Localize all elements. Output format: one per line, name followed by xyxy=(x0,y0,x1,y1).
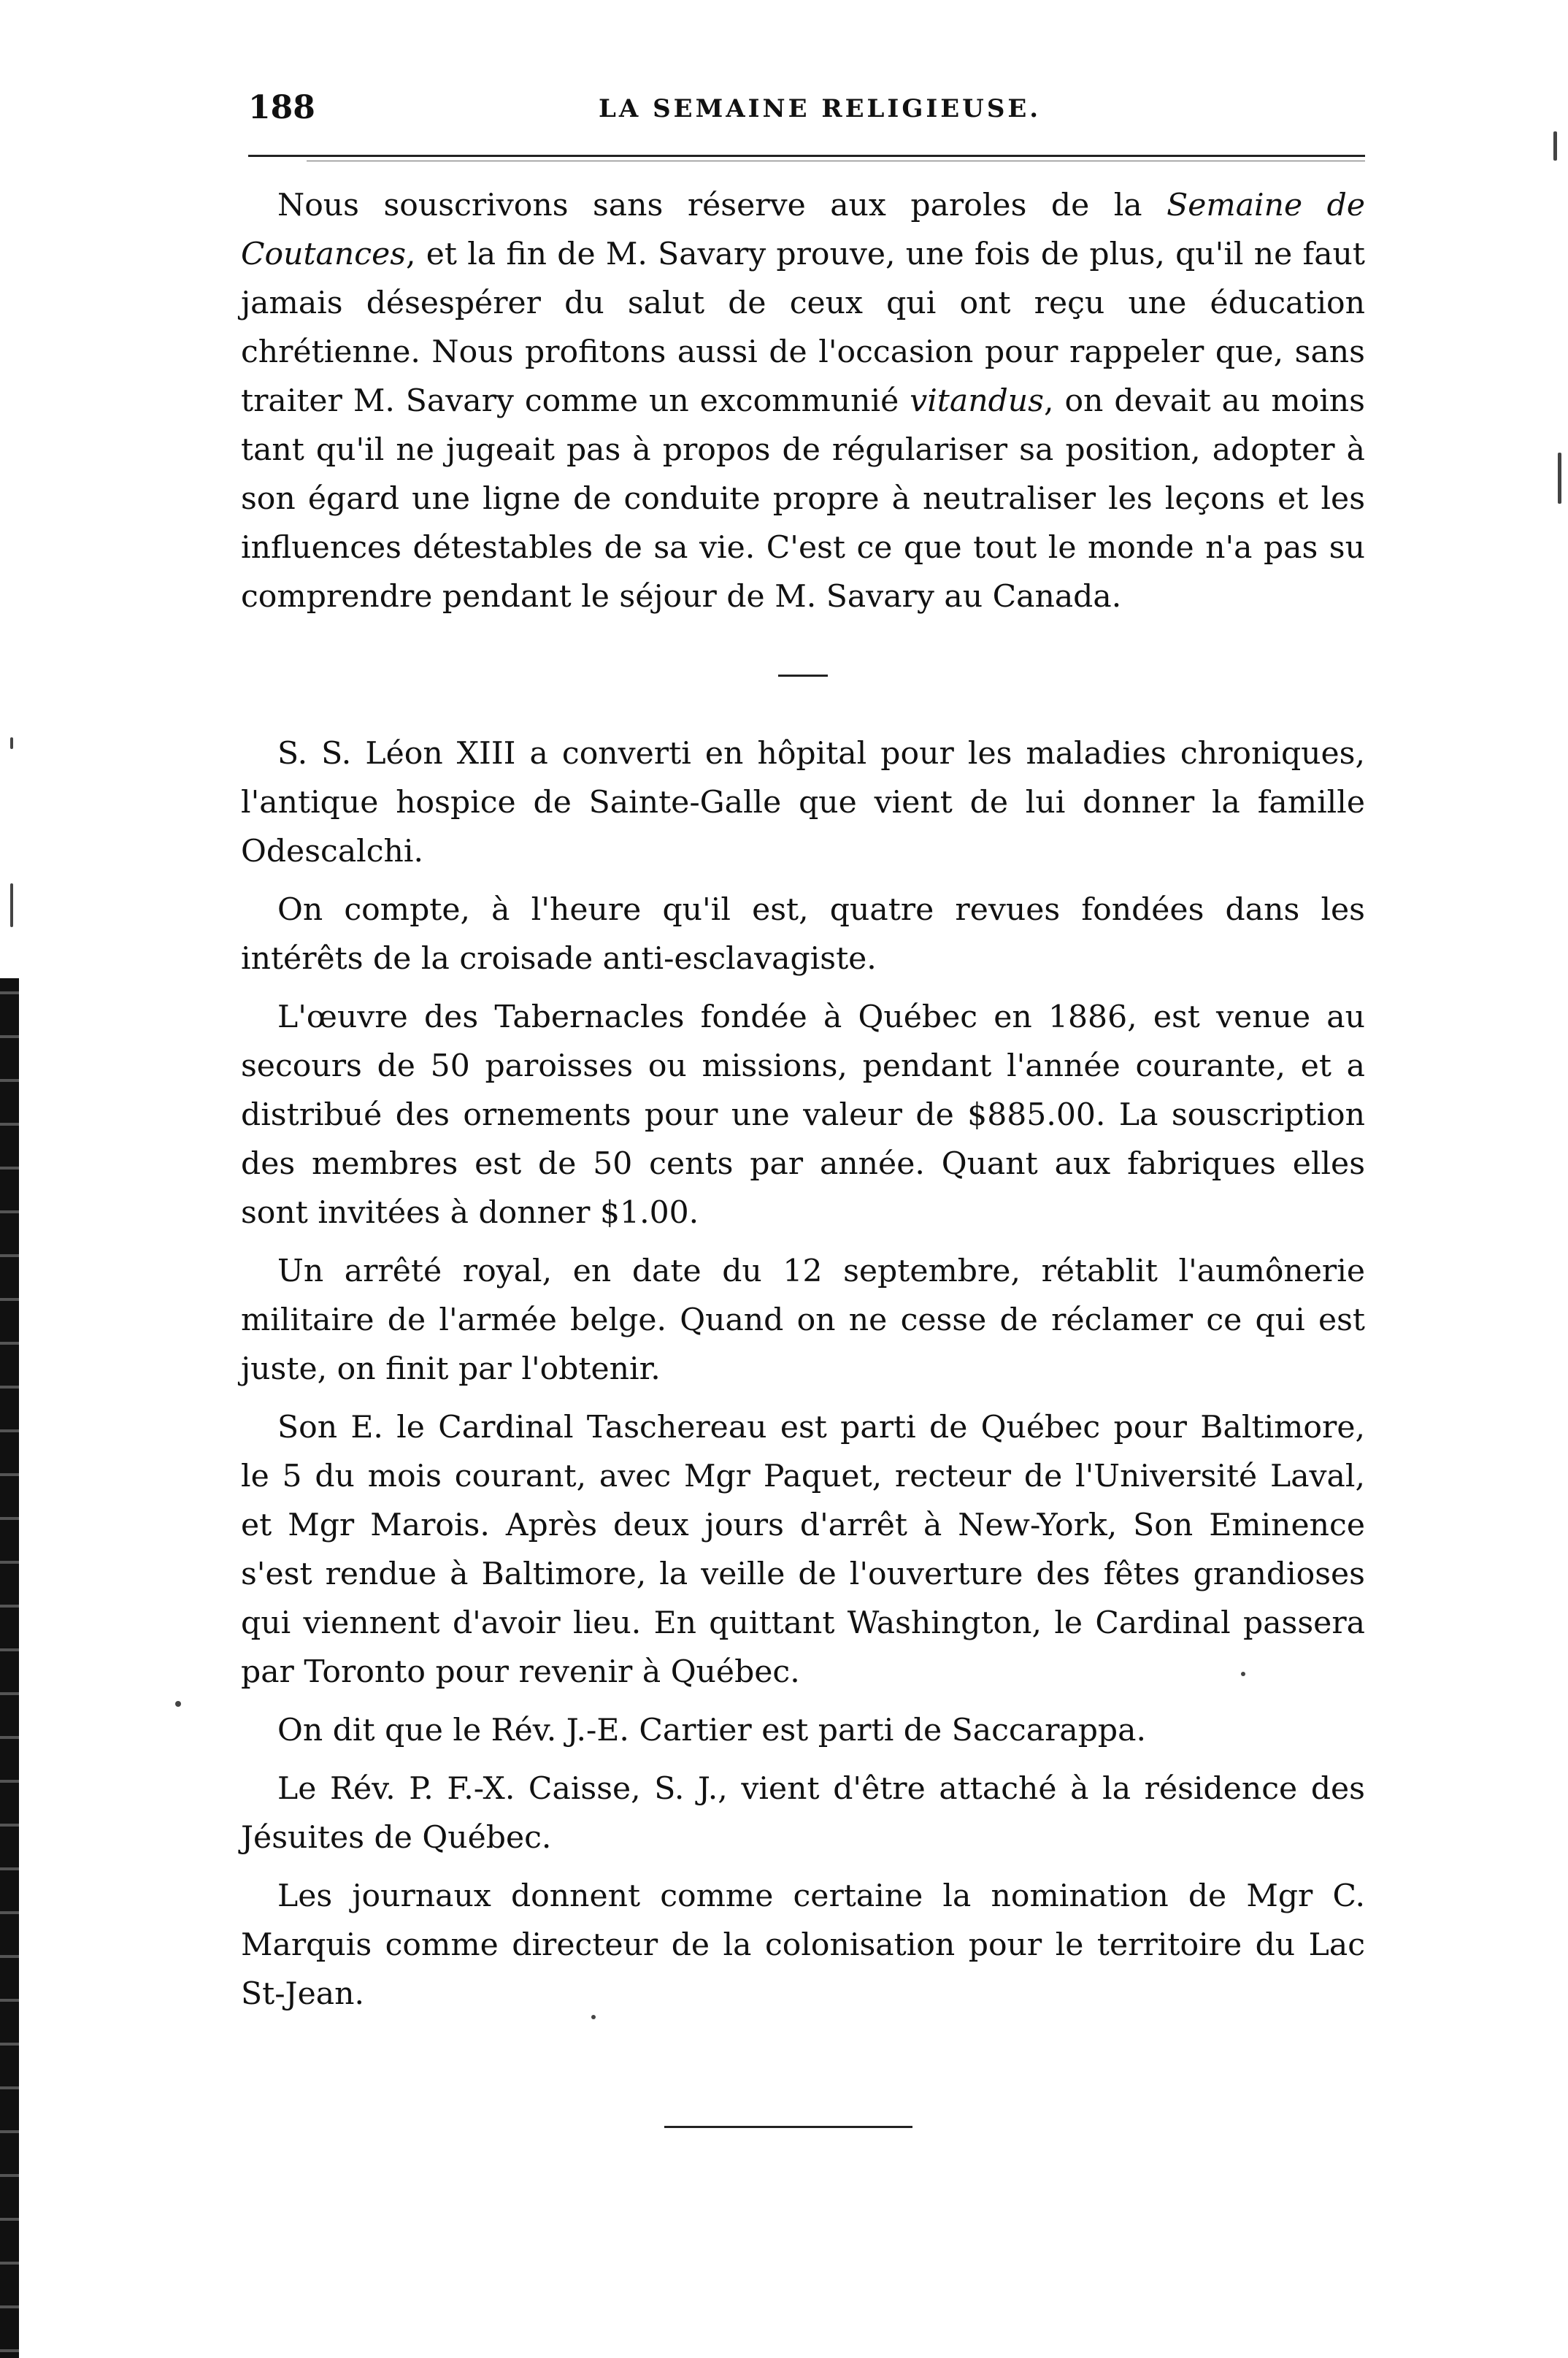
news-item: L'œuvre des Tabernacles fondée à Québec en 1886, est venue au secours de 50 paroisses ou missions, pendant l'année courante, et a distribué des ornements pour une valeur de $885.00. La souscription des membres est de 50 cents par année. Quant aux fabriques elles sont invitées à donner $1.00. xyxy=(241,999,1365,1231)
header-rule xyxy=(248,155,1365,157)
running-title: LA SEMAINE RELIGIEUSE. xyxy=(599,94,1042,123)
scan-speck xyxy=(1553,131,1557,161)
commentary-text: , et la fin de M. Savary prouve, une fois de plus, qu'il ne faut jamais désespérer du salut de ceux qui ont reçu une éducation chrétienne. Nous profitons aussi de l'occasion pour rappeler que, sans traiter M. Savary comme un excommunié xyxy=(241,237,1365,419)
news-item: Le Rév. P. F.-X. Caisse, S. J., vient d'être attaché à la résidence des Jésuites de Québec. xyxy=(241,1771,1365,1856)
news-item: S. S. Léon XIII a converti en hôpital pour les maladies chroniques, l'antique hospice de Sainte-Galle que vient de lui donner la famille Odescalchi. xyxy=(241,736,1365,869)
commentary-paragraph xyxy=(241,181,1365,621)
scan-speck xyxy=(10,883,13,927)
commentary-text: , on devait au moins tant qu'il ne jugeait pas à propos de régulariser sa position, adopter à son égard une ligne de conduite propre à neutraliser les leçons et les influences détestables de sa vie. C'est ce que tout le monde n'a pas su comprendre pendant le séjour de M. Savary au Canada. xyxy=(241,383,1365,615)
news-item: Un arrêté royal, en date du 12 septembre, rétablit l'aumônerie militaire de l'armée belge. Quand on ne cesse de réclamer ce qui est juste, on finit par l'obtenir. xyxy=(241,1253,1365,1387)
news-item: On dit que le Rév. J.-E. Cartier est parti de Saccarappa. xyxy=(277,1713,1146,1748)
commentary-latin-italic: vitandus xyxy=(910,383,1044,419)
scan-speck xyxy=(10,737,13,749)
end-rule xyxy=(664,2126,912,2128)
news-item: On compte, à l'heure qu'il est, quatre revues fondées dans les intérêts de la croisade anti-esclavagiste. xyxy=(241,892,1365,977)
news-item: Les journaux donnent comme certaine la nomination de Mgr C. Marquis comme directeur de la colonisation pour le territoire du Lac St-Jean. xyxy=(241,1878,1365,2012)
news-item: Son E. le Cardinal Taschereau est parti de Québec pour Baltimore, le 5 du mois courant, avec Mgr Paquet, recteur de l'Université Laval, et Mgr Marois. Après deux jours d'arrêt à New-York, Son Eminence s'est rendue à Baltimore, la veille de l'ouverture des fêtes grandioses qui viennent d'avoir lieu. En quittant Washington, le Cardinal passera par Toronto pour revenir à Québec. xyxy=(241,1410,1365,1690)
scan-edge-shadow xyxy=(0,978,19,2358)
article-body xyxy=(241,181,1365,2019)
commentary-title-italic: Semaine de Coutances xyxy=(241,188,1366,272)
page-header xyxy=(248,86,1365,130)
scan-speck xyxy=(175,1701,181,1707)
section-separator xyxy=(778,675,828,677)
page-number: 188 xyxy=(248,89,315,126)
scan-speck xyxy=(1558,453,1561,504)
commentary-text: Nous souscrivons sans réserve aux paroles de la xyxy=(277,188,1167,223)
